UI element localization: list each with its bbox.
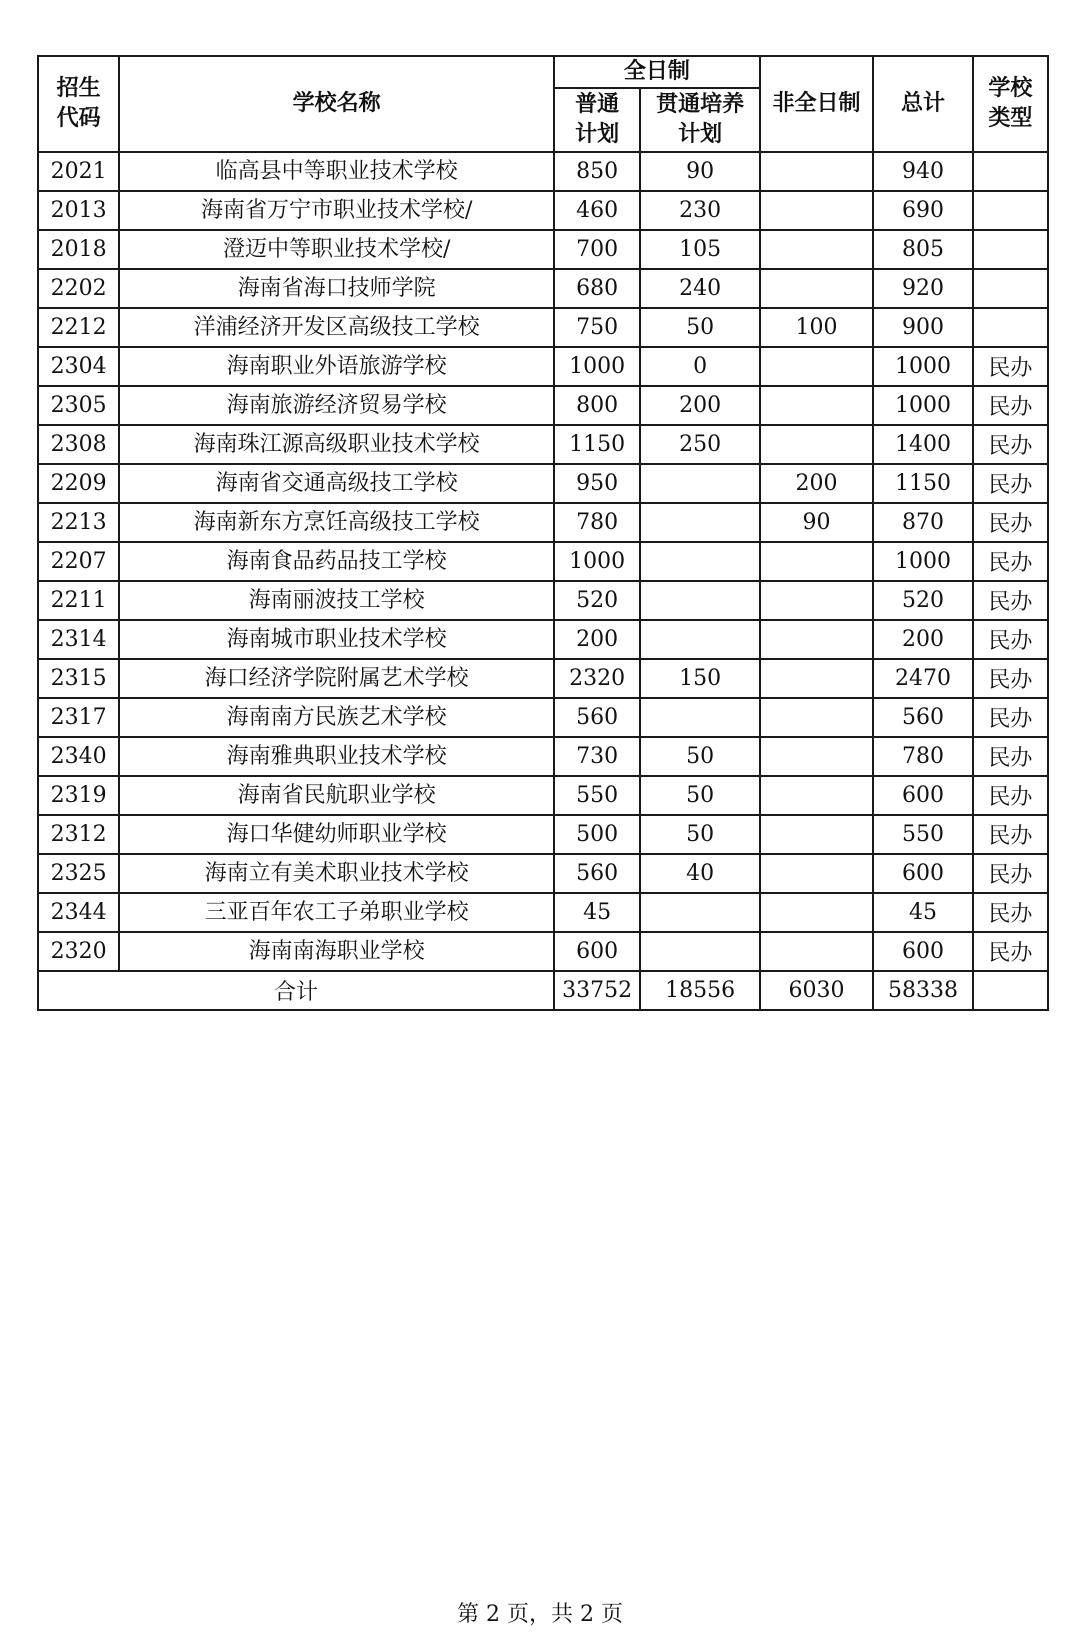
- school-name-text: 海南城市职业技术学校: [226, 626, 447, 652]
- cell-type: 民办: [973, 932, 1048, 971]
- cell-through: 230: [640, 191, 759, 230]
- totals-total: 58338: [873, 971, 972, 1010]
- cell-through: 50: [640, 815, 759, 854]
- table-row: [38, 542, 1048, 581]
- cell-total: 1150: [873, 464, 972, 503]
- table-row: [38, 152, 1048, 191]
- cell-name: [119, 620, 554, 659]
- cell-through: 90: [640, 152, 759, 191]
- table-row: [38, 581, 1048, 620]
- table-row: [38, 503, 1048, 542]
- cell-type: [973, 191, 1048, 230]
- cell-total: 940: [873, 152, 972, 191]
- cell-through: 250: [640, 425, 759, 464]
- cell-through: 105: [640, 230, 759, 269]
- cell-regular: 550: [554, 776, 640, 815]
- table-row: [38, 893, 1048, 932]
- cell-through: [640, 620, 759, 659]
- cell-type: 民办: [973, 854, 1048, 893]
- cell-regular: 750: [554, 308, 640, 347]
- school-name-text: 海南食品药品技工学校: [226, 548, 447, 574]
- cell-type: [973, 269, 1048, 308]
- cell-type: 民办: [973, 425, 1048, 464]
- cell-parttime: [760, 386, 873, 425]
- header-total: 总计: [873, 56, 972, 152]
- cell-regular: 800: [554, 386, 640, 425]
- cell-type: [973, 308, 1048, 347]
- table-row: [38, 737, 1048, 776]
- cell-code: 2340: [38, 737, 119, 776]
- cell-through: 50: [640, 737, 759, 776]
- cell-code: 2305: [38, 386, 119, 425]
- cell-regular: 850: [554, 152, 640, 191]
- cell-name: [119, 308, 554, 347]
- cell-total: 560: [873, 698, 972, 737]
- cell-type: 民办: [973, 698, 1048, 737]
- cell-regular: 700: [554, 230, 640, 269]
- header-fulltime: 全日制: [554, 56, 760, 88]
- cell-parttime: [760, 932, 873, 971]
- cell-through: [640, 542, 759, 581]
- cell-through: [640, 698, 759, 737]
- cell-name: [119, 932, 554, 971]
- header-school-name: 学校名称: [119, 56, 554, 152]
- cell-total: 805: [873, 230, 972, 269]
- cell-type: 民办: [973, 776, 1048, 815]
- cell-code: 2312: [38, 815, 119, 854]
- school-name-text: 海南雅典职业技术学校: [226, 743, 447, 769]
- school-name-text: 海南新东方烹饪高级技工学校: [193, 509, 480, 535]
- header-through-plan: 贯通培养 计划: [640, 88, 759, 152]
- cell-total: 600: [873, 854, 972, 893]
- cell-type: 民办: [973, 386, 1048, 425]
- cell-code: 2211: [38, 581, 119, 620]
- school-name-text: 海南丽波技工学校: [248, 587, 425, 613]
- cell-through: 50: [640, 308, 759, 347]
- cell-code: 2315: [38, 659, 119, 698]
- cell-parttime: [760, 152, 873, 191]
- cell-regular: 1150: [554, 425, 640, 464]
- cell-regular: 45: [554, 893, 640, 932]
- school-name-text: 海南省万宁市职业技术学校/: [200, 197, 473, 223]
- cell-type: 民办: [973, 347, 1048, 386]
- cell-parttime: [760, 347, 873, 386]
- cell-name: [119, 581, 554, 620]
- cell-type: [973, 152, 1048, 191]
- totals-regular: 33752: [554, 971, 640, 1010]
- table-row: [38, 932, 1048, 971]
- cell-parttime: [760, 776, 873, 815]
- school-name-text: 海口华健幼师职业学校: [226, 821, 447, 847]
- cell-name: [119, 737, 554, 776]
- cell-through: 40: [640, 854, 759, 893]
- cell-total: 600: [873, 776, 972, 815]
- cell-type: 民办: [973, 893, 1048, 932]
- table-row: [38, 464, 1048, 503]
- cell-type: 民办: [973, 815, 1048, 854]
- cell-total: 1400: [873, 425, 972, 464]
- cell-code: 2212: [38, 308, 119, 347]
- totals-label: 合计: [38, 971, 554, 1010]
- cell-parttime: 200: [760, 464, 873, 503]
- cell-parttime: [760, 542, 873, 581]
- cell-code: 2013: [38, 191, 119, 230]
- cell-name: [119, 347, 554, 386]
- cell-name: [119, 776, 554, 815]
- school-name-text: 海南南海职业学校: [248, 938, 425, 964]
- school-name-text: 海口经济学院附属艺术学校: [204, 665, 469, 691]
- cell-total: 690: [873, 191, 972, 230]
- cell-through: 240: [640, 269, 759, 308]
- school-name-text: 海南省海口技师学院: [237, 275, 436, 301]
- cell-through: [640, 932, 759, 971]
- cell-total: 900: [873, 308, 972, 347]
- cell-regular: 1000: [554, 347, 640, 386]
- cell-name: [119, 425, 554, 464]
- cell-through: [640, 464, 759, 503]
- cell-regular: 460: [554, 191, 640, 230]
- cell-name: [119, 152, 554, 191]
- cell-parttime: [760, 620, 873, 659]
- cell-regular: 600: [554, 932, 640, 971]
- cell-code: 2202: [38, 269, 119, 308]
- cell-name: [119, 464, 554, 503]
- table-header: [38, 56, 1048, 152]
- cell-code: 2325: [38, 854, 119, 893]
- cell-through: [640, 893, 759, 932]
- cell-code: 2308: [38, 425, 119, 464]
- cell-total: 870: [873, 503, 972, 542]
- cell-total: 520: [873, 581, 972, 620]
- table-row: [38, 698, 1048, 737]
- cell-name: [119, 854, 554, 893]
- cell-type: 民办: [973, 659, 1048, 698]
- cell-parttime: [760, 854, 873, 893]
- cell-parttime: [760, 815, 873, 854]
- cell-name: [119, 542, 554, 581]
- cell-name: [119, 191, 554, 230]
- table-row: [38, 425, 1048, 464]
- cell-regular: 200: [554, 620, 640, 659]
- cell-name: [119, 503, 554, 542]
- totals-type: [973, 971, 1048, 1010]
- table-totals: [38, 971, 1048, 1010]
- cell-total: 600: [873, 932, 972, 971]
- totals-through: 18556: [640, 971, 759, 1010]
- cell-regular: 680: [554, 269, 640, 308]
- table-body: [38, 152, 1048, 971]
- cell-regular: 950: [554, 464, 640, 503]
- cell-total: 920: [873, 269, 972, 308]
- table-row: [38, 386, 1048, 425]
- cell-through: 0: [640, 347, 759, 386]
- cell-code: 2213: [38, 503, 119, 542]
- table-row: [38, 308, 1048, 347]
- cell-through: 150: [640, 659, 759, 698]
- cell-name: [119, 269, 554, 308]
- cell-type: 民办: [973, 581, 1048, 620]
- cell-name: [119, 698, 554, 737]
- cell-name: [119, 815, 554, 854]
- cell-type: 民办: [973, 503, 1048, 542]
- cell-regular: 2320: [554, 659, 640, 698]
- cell-name: [119, 893, 554, 932]
- cell-parttime: [760, 425, 873, 464]
- cell-name: [119, 659, 554, 698]
- school-name-text: 临高县中等职业技术学校: [215, 158, 458, 184]
- cell-parttime: [760, 659, 873, 698]
- cell-through: 200: [640, 386, 759, 425]
- table-row: [38, 854, 1048, 893]
- header-code: 招生 代码: [38, 56, 119, 152]
- cell-through: 50: [640, 776, 759, 815]
- page-number: 第 2 页，共 2 页: [457, 1602, 623, 1627]
- cell-total: 45: [873, 893, 972, 932]
- cell-name: [119, 386, 554, 425]
- school-name-text: 海南旅游经济贸易学校: [226, 392, 447, 418]
- cell-total: 1000: [873, 542, 972, 581]
- table-row: [38, 347, 1048, 386]
- cell-regular: 780: [554, 503, 640, 542]
- school-name-text: 海南省交通高级技工学校: [215, 470, 458, 496]
- cell-code: 2021: [38, 152, 119, 191]
- cell-parttime: 100: [760, 308, 873, 347]
- cell-parttime: [760, 737, 873, 776]
- cell-code: 2304: [38, 347, 119, 386]
- school-name-text: 海南珠江源高级职业技术学校: [193, 431, 480, 457]
- cell-regular: 1000: [554, 542, 640, 581]
- cell-total: 200: [873, 620, 972, 659]
- cell-code: 2319: [38, 776, 119, 815]
- cell-code: 2018: [38, 230, 119, 269]
- header-parttime: 非全日制: [760, 56, 873, 152]
- school-name-text: 海南立有美术职业技术学校: [204, 860, 469, 886]
- cell-code: 2314: [38, 620, 119, 659]
- totals-row: [38, 971, 1048, 1010]
- cell-total: 1000: [873, 386, 972, 425]
- cell-regular: 500: [554, 815, 640, 854]
- enrollment-plan-table: [37, 55, 1049, 1011]
- table-row: [38, 230, 1048, 269]
- school-name-text: 海南南方民族艺术学校: [226, 704, 447, 730]
- cell-code: 2209: [38, 464, 119, 503]
- cell-parttime: [760, 581, 873, 620]
- cell-total: 550: [873, 815, 972, 854]
- cell-total: 780: [873, 737, 972, 776]
- cell-code: 2317: [38, 698, 119, 737]
- header-regular-plan: 普通 计划: [554, 88, 640, 152]
- cell-regular: 560: [554, 854, 640, 893]
- cell-parttime: [760, 191, 873, 230]
- header-school-type: 学校 类型: [973, 56, 1048, 152]
- table-row: [38, 659, 1048, 698]
- cell-type: 民办: [973, 542, 1048, 581]
- cell-parttime: [760, 698, 873, 737]
- cell-type: 民办: [973, 620, 1048, 659]
- cell-regular: 560: [554, 698, 640, 737]
- table-row: [38, 269, 1048, 308]
- school-name-text: 海南职业外语旅游学校: [226, 353, 447, 379]
- cell-regular: 730: [554, 737, 640, 776]
- cell-code: 2320: [38, 932, 119, 971]
- school-name-text: 三亚百年农工子弟职业学校: [204, 899, 469, 925]
- cell-type: 民办: [973, 737, 1048, 776]
- school-name-text: 澄迈中等职业技术学校/: [222, 236, 451, 262]
- cell-through: [640, 581, 759, 620]
- cell-code: 2344: [38, 893, 119, 932]
- cell-parttime: [760, 230, 873, 269]
- cell-type: 民办: [973, 464, 1048, 503]
- table-row: [38, 620, 1048, 659]
- cell-type: [973, 230, 1048, 269]
- cell-parttime: 90: [760, 503, 873, 542]
- school-name-text: 海南省民航职业学校: [237, 782, 436, 808]
- cell-total: 2470: [873, 659, 972, 698]
- table-row: [38, 191, 1048, 230]
- cell-parttime: [760, 269, 873, 308]
- table-row: [38, 776, 1048, 815]
- cell-regular: 520: [554, 581, 640, 620]
- school-name-text: 洋浦经济开发区高级技工学校: [193, 314, 480, 340]
- table-row: [38, 815, 1048, 854]
- cell-code: 2207: [38, 542, 119, 581]
- cell-through: [640, 503, 759, 542]
- cell-parttime: [760, 893, 873, 932]
- totals-parttime: 6030: [760, 971, 873, 1010]
- cell-name: [119, 230, 554, 269]
- cell-total: 1000: [873, 347, 972, 386]
